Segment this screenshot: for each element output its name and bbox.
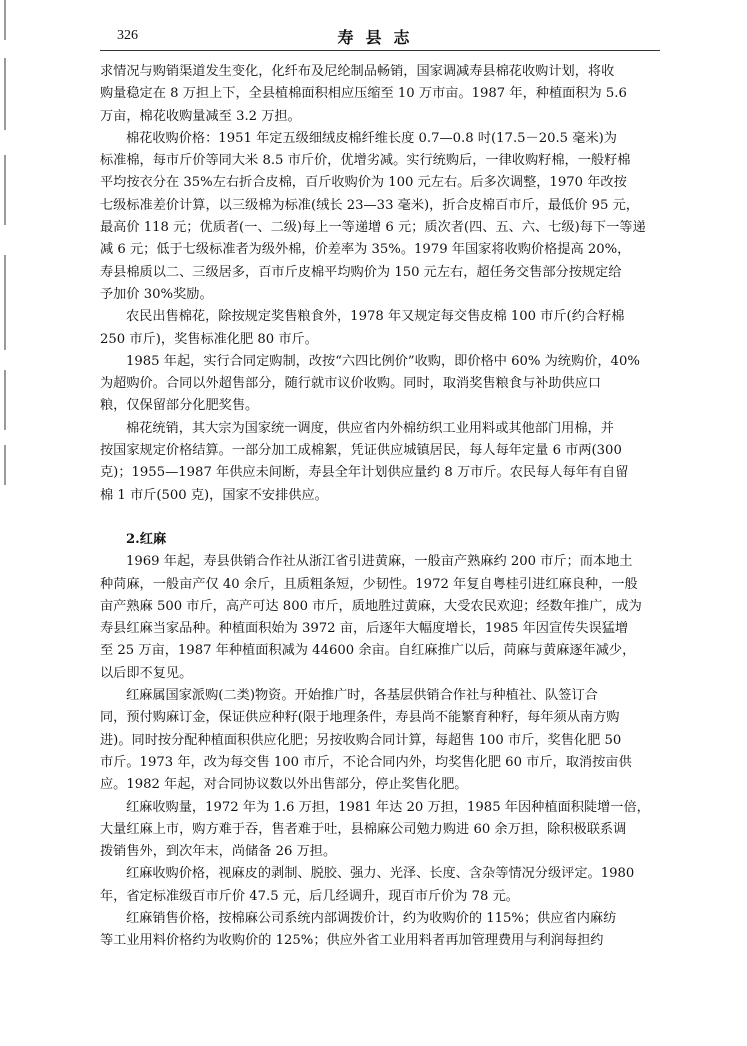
text-line: 同，预付购麻订金，保证供应种籽(限于地理条件，寿县尚不能繁育种籽，每年须从南方购 — [100, 710, 620, 726]
scan-edge-mark — [4, 58, 6, 130]
text-line: 大量红麻上市，购方难于吞，售者难于吐，县棉麻公司勉力购进 60 余万担，除积极联系调 — [100, 821, 627, 837]
text-line: 至 25 万亩，1987 年种植面积减为 44600 余亩。自红麻推广以后，苘麻与黄麻逐年减少， — [100, 643, 636, 659]
text-line: 等工业用料价格约为收购价的 125%；供应外省工业用料者再加管理费用与利润每担约 — [100, 933, 604, 949]
text-line: 克)；1955—1987 年供应未间断，寿县全年计划供应量约 8 万市斤。农民每人每年有自留 — [100, 465, 629, 481]
section-heading: 2.红麻 — [126, 531, 167, 547]
text-line: 红麻收购价格，视麻皮的剥制、脱胶、强力、光泽、长度、含杂等情况分级评定。1980 — [126, 866, 635, 882]
text-line: 红麻销售价格，按棉麻公司系统内部调拨价计，约为收购价的 115%；供应省内麻纺 — [126, 910, 617, 926]
text-line: 红麻属国家派购(二类)物资。开始推广时，各基层供销合作社与种植社、队签订合 — [126, 688, 598, 704]
text-line: 购量稳定在 8 万担上下，全县植棉面积相应压缩至 10 万市亩。1987 年，种植面积为 5.6 — [100, 86, 627, 102]
paragraph — [100, 908, 660, 953]
text-line: 减 6 元；低于七级标准者为级外棉，价差率为 35%。1979 年国家将收购价格提高 20%， — [100, 242, 631, 258]
text-line: 标准棉，每市斤价等同大米 8.5 市斤价，优增劣减。实行统购后，一律收购籽棉，一般籽棉 — [100, 153, 631, 169]
text-line: 农民出售棉花，除按规定奖售粮食外，1978 年又规定每交售皮棉 100 市斤(约合籽棉 — [126, 309, 625, 325]
paragraph — [100, 551, 660, 685]
text-line: 为超购价。合同以外超售部分，随行就市议价收购。同时，取消奖售粮食与补助供应口 — [100, 376, 602, 392]
paragraph — [100, 685, 660, 796]
text-line: 种苘麻，一般亩产仅 40 余斤，且质粗条短，少韧性。1972 年复自粤桂引进红麻良种，一般 — [100, 576, 638, 592]
paragraph — [100, 351, 660, 418]
cotton-section — [100, 61, 660, 507]
text-line: 予加价 30%奖励。 — [100, 286, 213, 302]
text-line: 按国家规定价格结算。一部分加工成棉絮，凭证供应城镇居民，每人每年定量 6 市两(300 — [100, 443, 622, 459]
text-line: 250 市斤)，奖售标准化肥 80 市斤。 — [100, 331, 318, 347]
jute-section — [100, 551, 660, 952]
text-line: 七级标准差价计算，以三级棉为标准(绒长 23—33 毫米)，折合皮棉百市斤，最低价 95 元， — [100, 197, 639, 213]
scan-edge-mark — [4, 155, 6, 225]
text-line: 棉花收购价格：1951 年定五级细绒皮棉纤维长度 0.7—0.8 吋(17.5－20.5 毫米)为 — [126, 130, 617, 146]
text-line: 1985 年起，实行合同定购制，改按“六四比例价”收购，即价格中 60% 为统购价，40% — [126, 353, 640, 369]
text-line: 拨销售外，到次年末，尚储备 26 万担。 — [100, 844, 337, 860]
text-line: 最高价 118 元；优质者(一、二级)每上一等递增 6 元；质次者(四、五、六、七级)每下一等递 — [100, 220, 646, 236]
paragraph — [100, 797, 660, 864]
paragraph — [100, 418, 660, 507]
header-rule — [100, 50, 660, 51]
text-line: 以后即不复见。 — [100, 665, 193, 681]
text-line: 寿县红麻当家品种。种植面积始为 3972 亩，后逐年大幅度增长，1985 年因宣传失误猛增 — [100, 621, 629, 637]
book-title: 寿县志 — [337, 28, 422, 47]
scan-edge-mark — [4, 255, 6, 350]
text-line: 粮，仅保留部分化肥奖售。 — [100, 398, 259, 414]
text-line: 寿县棉质以二、三级居多，百市斤皮棉平均购价为 150 元左右，超任务交售部分按规定给 — [100, 264, 622, 280]
text-line: 1969 年起，寿县供销合作社从浙江省引进黄麻，一般亩产熟麻约 200 市斤；而本地土 — [126, 554, 633, 570]
text-line: 棉花统销，其大宗为国家统一调度，供应省内外棉纺织工业用料或其他部门用棉，并 — [126, 420, 614, 436]
page-number: 326 — [117, 28, 138, 43]
paragraph — [100, 128, 660, 306]
body-text — [100, 61, 660, 953]
paragraph — [100, 306, 660, 351]
text-line: 万亩，棉花收购量减至 3.2 万担。 — [100, 108, 301, 124]
text-line: 进)。同时按分配种植面积供应化肥；另按收购合同计算，每超售 100 市斤，奖售化肥 50 — [100, 732, 622, 748]
text-line: 年，省定标准级百市斤价 47.5 元，后几经调升，现百市斤价为 78 元。 — [100, 888, 519, 904]
text-line: 棉 1 市斤(500 克)，国家不安排供应。 — [100, 487, 328, 503]
text-line: 市斤。1973 年，改为每交售 100 市斤，不论合同内外，均奖售化肥 60 市斤，取消按亩供 — [100, 754, 632, 770]
section-gap — [100, 507, 660, 529]
text-line: 求情况与购销渠道发生变化，化纤布及尼纶制品畅销，国家调减寿县棉花收购计划，将收 — [100, 64, 615, 79]
scan-edge-mark — [4, 370, 6, 430]
paragraph — [100, 863, 660, 908]
scan-edge-mark — [4, 445, 6, 485]
paragraph — [100, 61, 660, 128]
text-line: 亩产熟麻 500 市斤，高产可达 800 市斤，质地胜过黄麻，大受农民欢迎；经数年推广，成为 — [100, 598, 642, 614]
text-line: 红麻收购量，1972 年为 1.6 万担，1981 年达 20 万担，1985 年因种植面积陡增一倍， — [126, 799, 650, 815]
text-line: 平均按衣分在 35%左右折合皮棉，百斤收购价为 100 元左右。后多次调整，1970 年改按 — [100, 175, 627, 191]
text-line: 应。1982 年起，对合同协议数以外出售部分，停止奖售化肥。 — [100, 777, 468, 793]
